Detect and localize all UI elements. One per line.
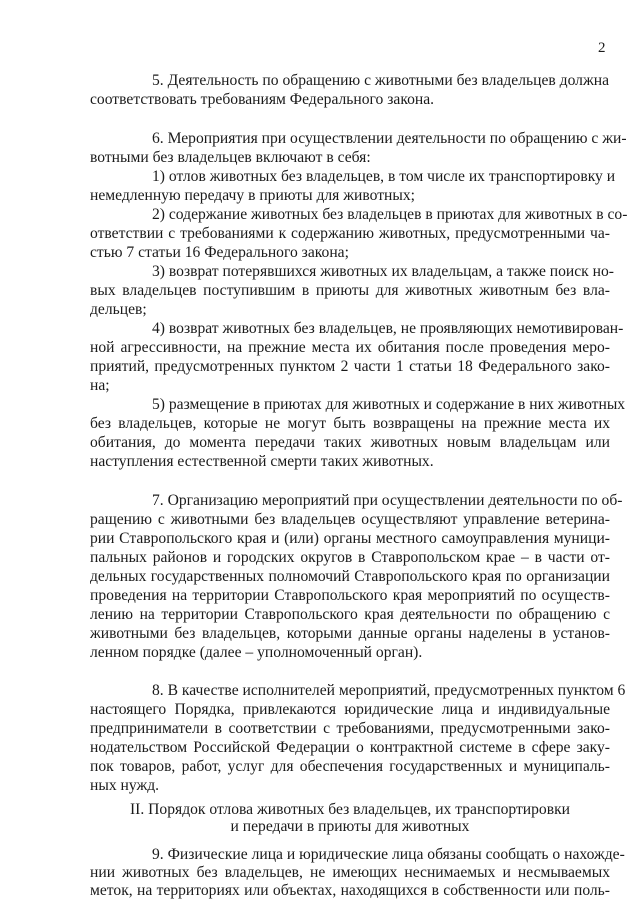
item-6-4-line-3: приятий, предусмотренных пунктом 2 части 1 статьи 18 Федерального зако-: [90, 358, 610, 375]
paragraph-5-line-2: соответствовать требованиям Федерального закона.: [90, 91, 435, 108]
section-2-heading-line-2: и передачи в приюты для животных: [230, 818, 470, 835]
section-2-heading-line-1: II. Порядок отлова животных без владельцев, их транспортировки: [129, 801, 571, 818]
paragraph-7-line-9: ленном порядке (далее – уполномоченный орган).: [90, 644, 423, 661]
paragraph-7-line-6: проведения на территории Ставропольского края мероприятий по осуществ-: [90, 587, 610, 604]
paragraph-7-line-7: лению на территории Ставропольского края деятельности по обращению с: [90, 606, 610, 623]
paragraph-8-line-5: пок товаров, работ, услуг для обеспечения государственных и муниципаль-: [90, 758, 610, 775]
paragraph-7-line-2: ращению с животными без владельцев осуществляют управление ветерина-: [90, 511, 610, 528]
item-6-1-line-2: немедленную передачу в приюты для животных;: [90, 187, 415, 204]
page-number: 2: [598, 40, 606, 56]
paragraph-7-line-8: животными без владельцев, которыми данные органы наделены в установ-: [90, 625, 610, 642]
item-6-5-line-2: без владельцев, которые не могут быть возвращены на прежние места их: [90, 415, 610, 432]
item-6-5-line-4: наступления естественной смерти таких животных.: [90, 453, 434, 470]
item-6-2-line-3: стью 7 статьи 16 Федерального закона;: [90, 244, 349, 261]
paragraph-9-line-2: нии животных без владельцев, не имеющих неснимаемых и несмываемых: [90, 864, 610, 881]
paragraph-8-line-4: нодательством Российской Федерации о контрактной системе в сфере заку-: [90, 739, 610, 756]
paragraph-5-line-1: 5. Деятельность по обращению с животными без владельцев должна: [152, 72, 609, 89]
paragraph-6-line-1: 6. Мероприятия при осуществлении деятельности по обращению с жи-: [152, 130, 627, 147]
paragraph-7-line-1: 7. Организацию мероприятий при осуществлении деятельности по об-: [152, 492, 623, 509]
paragraph-9-line-1: 9. Физические лица и юридические лица обязаны сообщать о нахожде-: [152, 846, 625, 863]
item-6-1-line-1: 1) отлов животных без владельцев, в том числе их транспортировку и: [152, 168, 616, 185]
item-6-3-line-3: дельцев;: [90, 301, 147, 318]
paragraph-6-line-2: вотными без владельцев включают в себя:: [90, 149, 371, 166]
paragraph-8-line-6: ных нужд.: [90, 777, 160, 794]
paragraph-8-line-3: предприниматели в соответствии с требованиями, предусмотренными зако-: [90, 720, 610, 737]
paragraph-7-line-5: дельных государственных полномочий Ставропольского края по организации: [90, 568, 610, 585]
item-6-4-line-1: 4) возврат животных без владельцев, не проявляющих немотивирован-: [152, 320, 624, 337]
paragraph-7-line-4: пальных районов и городских округов в Ставропольском крае – в части от-: [90, 549, 610, 566]
item-6-5-line-1: 5) размещение в приютах для животных и содержание в них животных: [152, 396, 626, 413]
item-6-4-line-4: на;: [90, 377, 110, 394]
item-6-2-line-1: 2) содержание животных без владельцев в приютах для животных в со-: [152, 206, 628, 223]
item-6-5-line-3: обитания, до момента передачи таких животных новым владельцам или: [90, 434, 610, 451]
item-6-3-line-2: вых владельцев поступившим в приюты для животных животным без вла-: [90, 282, 610, 299]
item-6-4-line-2: ной агрессивности, на прежние места их обитания после проведения меро-: [90, 339, 610, 356]
paragraph-8-line-1: 8. В качестве исполнителей мероприятий, предусмотренных пунктом 6: [152, 682, 626, 699]
paragraph-9-line-3: меток, на территориях или объектах, находящихся в собственности или поль-: [90, 882, 610, 899]
item-6-3-line-1: 3) возврат потерявшихся животных их владельцам, а также поиск но-: [152, 263, 614, 280]
item-6-2-line-2: ответствии с требованиями к содержанию животных, предусмотренными ча-: [90, 225, 610, 242]
paragraph-7-line-3: рии Ставропольского края и (или) органы местного самоуправления муници-: [90, 530, 610, 547]
paragraph-8-line-2: настоящего Порядка, привлекаются юридические лица и индивидуальные: [90, 701, 610, 718]
